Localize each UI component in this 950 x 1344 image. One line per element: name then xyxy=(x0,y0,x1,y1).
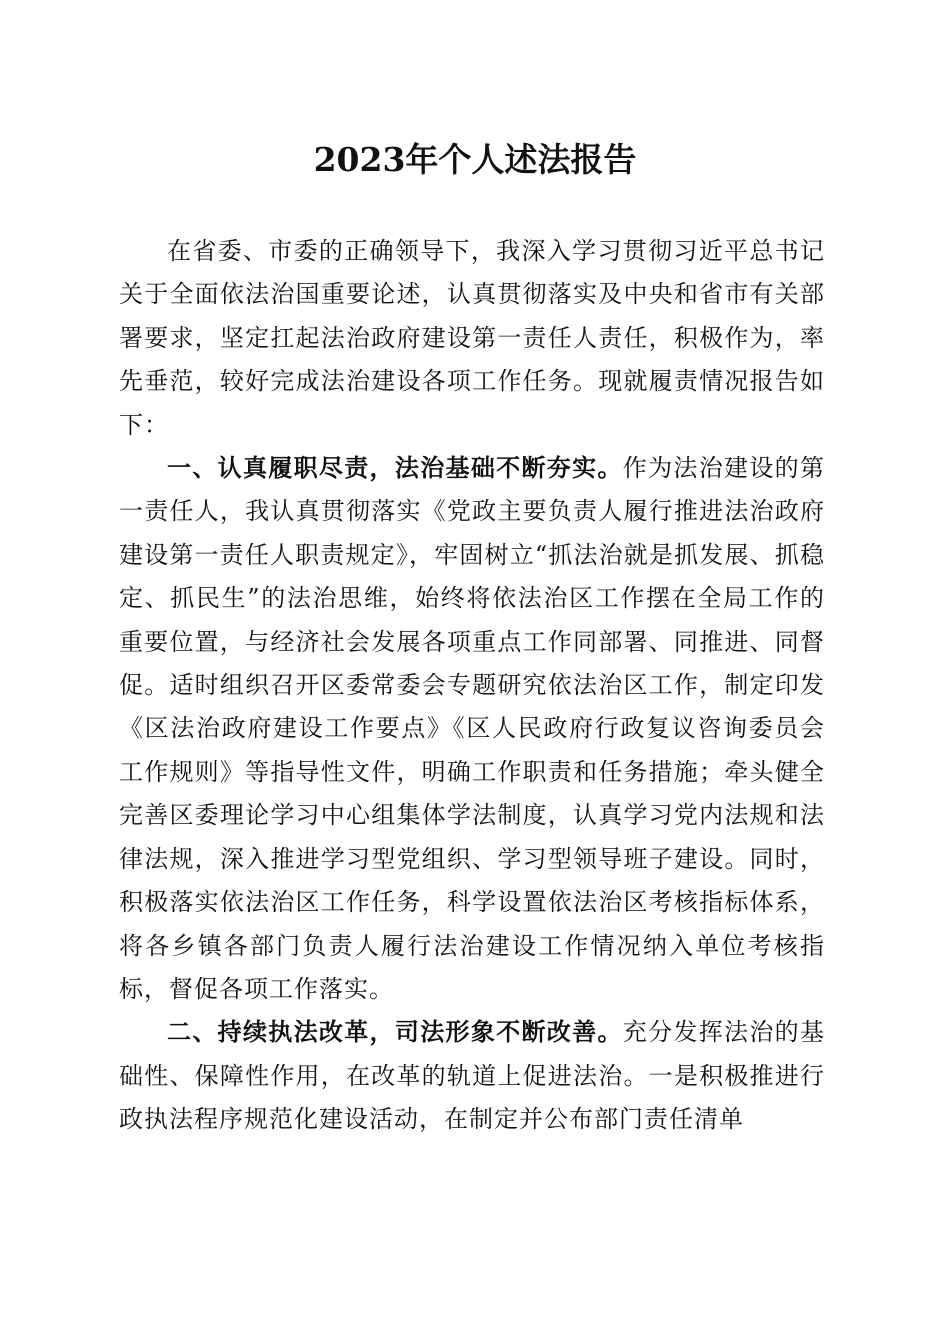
paragraph-text: 作为法治建设的第一责任人，我认真贯彻落实《党政主要负责人履行推进法治政府建设第一责任人职责规定》，牢固树立“抓法治就是抓发展、抓稳定、抓民生”的法治思维，始终将依法治区工作摆在全局工作的重要位置，与经济社会发展各项重点工作同部署、同推进、同督促。适时组织召开区委常委会专题研究依法治区工作，制定印发《区法治政府建设工作要点》《区人民政府行政复议咨询委员会工作规则》等指导性文件，明确工作职责和任务措施；牵头健全完善区委理论学习中心组集体学法制度，认真学习党内法规和法律法规，深入推进学习型党组织、学习型领导班子建设。同时，积极落实依法治区工作任务，科学设置依法治区考核指标体系，将各乡镇各部门负责人履行法治建设工作情况纳入单位考核指标，督促各项工作落实。 xyxy=(119,454,826,1003)
paragraph-section-two xyxy=(119,1011,825,1141)
paragraph-text: 充分发挥法治的基础性、保障性作用，在改革的轨道上促进法治。一是积极推进行政执法程序规范化建设活动，在制定并公布部门责任清单 xyxy=(119,1018,826,1134)
section-heading-two: 二、持续执法改革，司法形象不断改善。 xyxy=(167,1018,623,1047)
document-body xyxy=(119,230,825,1142)
paragraph-text: 在省委、市委的正确领导下，我深入学习贯彻习近平总书记关于全面依法治国重要论述，认真贯彻落实及中央和省市有关部署要求，坚定扛起法治政府建设第一责任人责任，积极作为，率先垂范，较好完成法治建设各项工作任务。现就履责情况报告如下： xyxy=(119,237,825,439)
paragraph-section-one xyxy=(119,447,825,1011)
document-title: 2023年个人述法报告 xyxy=(313,140,637,179)
section-heading-one: 一、认真履职尽责，法治基础不断夯实。 xyxy=(167,454,623,483)
paragraph-intro xyxy=(119,230,825,447)
